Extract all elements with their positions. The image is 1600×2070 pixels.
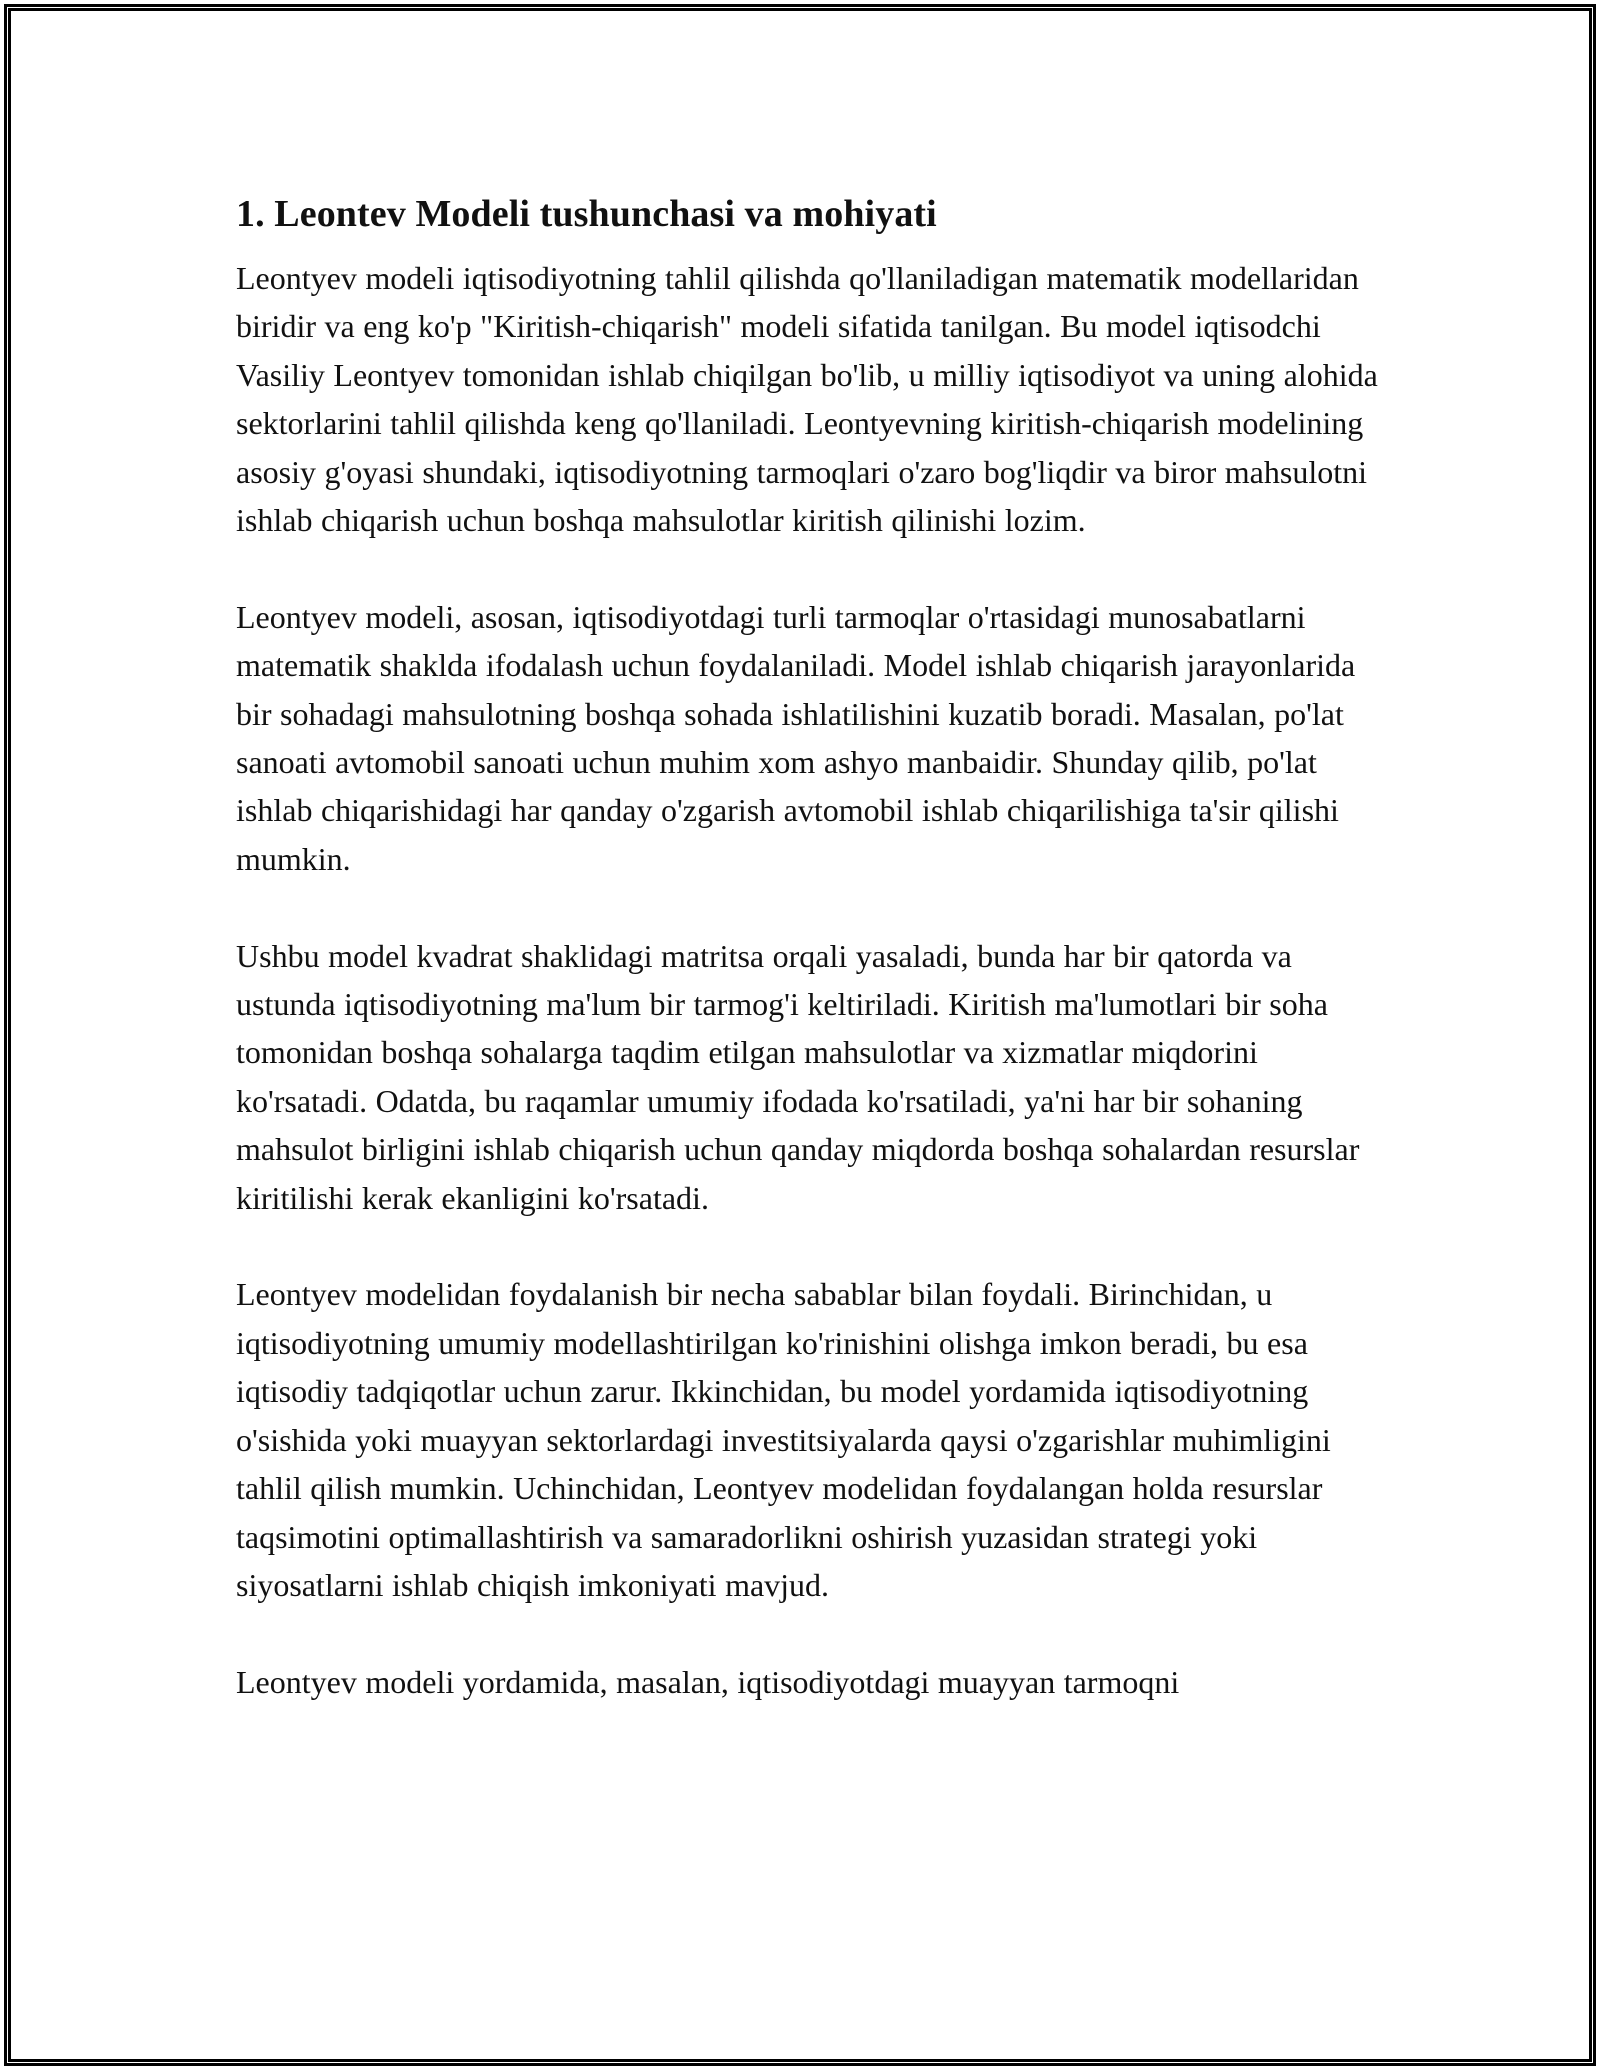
paragraph-3: Ushbu model kvadrat shaklidagi matritsa orqali yasaladi, bunda har bir qatorda va ustunda iqtisodiyotning ma'lum bir tarmog'i keltiriladi. Kiritish ma'lumotlari bir soha tomonidan boshqa sohalarga taqdim etilgan mahsulotlar va xizmatlar miqdorini ko'rsatadi. Odatda, bu raqamlar umumiy ifodada ko'rsatiladi, ya'ni har bir sohaning mahsulot birligini ishlab chiqarish uchun qanday miqdorda boshqa sohalardan resurslar kiritilishi kerak ekanligini ko'rsatadi. [236, 937, 1360, 1216]
paragraph-2: Leontyev modeli, asosan, iqtisodiyotdagi turli tarmoqlar o'rtasidagi munosabatlarni matematik shaklda ifodalash uchun foydalaniladi. Model ishlab chiqarish jarayonlarida bir sohadagi mahsulotning boshqa sohada ishlatilishini kuzatib boradi. Masalan, po'lat sanoati avtomobil sanoati uchun muhim xom ashyo manbaidir. Shunday qilib, po'lat ishlab chiqarishidagi har qanday o'zgarish avtomobil ishlab chiqarilishiga ta'sir qilishi mumkin. [236, 598, 1356, 877]
paragraph-4: Leontyev modelidan foydalanish bir necha sabablar bilan foydali. Birinchidan, u iqtisodiyotning umumiy modellashtirilgan ko'rinishini olishga imkon beradi, bu esa iqtisodiy tadqiqotlar uchun zarur. Ikkinchidan, bu model yordamida iqtisodiyotning o'sishida yoki muayyan sektorlardagi investitsiyalarda qaysi o'zgarishlar muhimligini tahlil qilish mumkin. Uchinchidan, Leontyev modelidan foydalangan holda resurslar taqsimotini optimallashtirish va samaradorlikni oshirish yuzasidan strategi yoki siyosatlarni ishlab chiqish imkoniyati mavjud. [236, 1276, 1331, 1603]
paragraph-1: Leontyev modeli iqtisodiyotning tahlil qilishda qo'llaniladigan matematik modellaridan biridir va eng ko'p "Kiritish-chiqarish" modeli sifatida tanilgan. Bu model iqtisodchi Vasiliy Leontyev tomonidan ishlab chiqilgan bo'lib, u milliy iqtisodiyot va uning alohida sektorlarini tahlil qilishda keng qo'llaniladi. Leontyevning kiritish-chiqarish modelining asosiy g'oyasi shundaki, iqtisodiyotning tarmoqlari o'zaro bog'liqdir va biror mahsulotni ishlab chiqarish uchun boshqa mahsulotlar kiritish qilinishi lozim. [236, 260, 1378, 539]
document-content [236, 186, 1386, 1706]
section-heading: 1. Leontev Modeli tushunchasi va mohiyati [236, 193, 937, 235]
paragraph-5: Leontyev modeli yordamida, masalan, iqtisodiyotdagi muayyan tarmoqni [236, 1663, 1180, 1700]
